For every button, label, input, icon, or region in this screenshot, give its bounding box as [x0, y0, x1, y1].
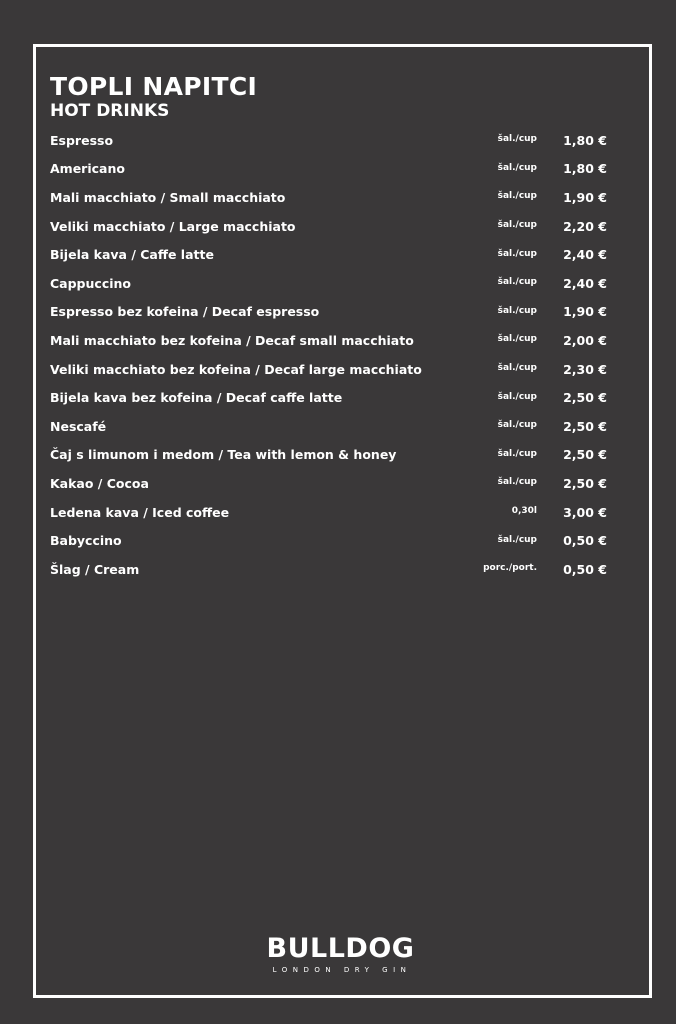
menu-item-name: Bijela kava bez kofeina / Decaf caffe latte [50, 390, 343, 406]
menu-item [50, 498, 610, 527]
menu-item-price: 1,80 € [563, 132, 607, 148]
menu-heading [50, 73, 257, 121]
menu-item [50, 383, 610, 412]
menu-item-price: 2,40 € [563, 275, 607, 291]
menu-item-name: Mali macchiato / Small macchiato [50, 189, 286, 205]
menu-item-name: Veliki macchiato / Large macchiato [50, 218, 296, 234]
menu-item-unit: šal./cup [497, 248, 537, 259]
menu-item-name: Nescafé [50, 418, 107, 434]
menu-item-unit: šal./cup [497, 391, 537, 402]
menu-item-price: 2,50 € [563, 418, 607, 434]
menu-item [50, 240, 610, 269]
menu-item-unit: šal./cup [497, 220, 537, 231]
menu-item-price: 1,80 € [563, 161, 607, 177]
menu-item-unit: šal./cup [497, 534, 537, 545]
menu-item-price: 2,50 € [563, 447, 607, 463]
menu-item-price: 3,00 € [563, 504, 607, 520]
bulldog-logo [0, 934, 676, 976]
menu-item-name: Bijela kava / Caffe latte [50, 247, 214, 263]
menu-item-name: Espresso bez kofeina / Decaf espresso [50, 304, 320, 320]
menu-item-unit: 0,30l [511, 506, 537, 517]
menu-item-price: 2,20 € [563, 218, 607, 234]
menu-item-name: Čaj s limunom i medom / Tea with lemon & honey [50, 447, 397, 463]
menu-item-price: 2,00 € [563, 332, 607, 348]
menu-item-unit: porc./port. [483, 563, 537, 574]
menu-item-unit: šal./cup [497, 448, 537, 459]
menu-item [50, 555, 610, 584]
menu-title: TOPLI NAPITCI [50, 72, 258, 101]
menu-item [50, 212, 610, 241]
menu-item [50, 326, 610, 355]
logo-brand: BULLDOG [266, 933, 415, 964]
menu-item [50, 183, 610, 212]
menu-item-price: 0,50 € [563, 533, 607, 549]
menu-item-unit: šal./cup [497, 305, 537, 316]
menu-item [50, 126, 610, 155]
menu-item-unit: šal./cup [497, 363, 537, 374]
menu-item [50, 298, 610, 327]
menu-item-unit: šal./cup [497, 277, 537, 288]
menu-item-price: 1,90 € [563, 304, 607, 320]
menu-item-name: Mali macchiato bez kofeina / Decaf small macchiato [50, 332, 414, 348]
menu-item-unit: šal./cup [497, 334, 537, 345]
menu-item [50, 355, 610, 384]
menu-item-unit: šal./cup [497, 477, 537, 488]
menu-item-unit: šal./cup [497, 134, 537, 145]
menu-item-name: Americano [50, 161, 125, 177]
menu-item-name: Šlag / Cream [50, 561, 140, 577]
menu-item-unit: šal./cup [497, 420, 537, 431]
menu-item [50, 526, 610, 555]
menu-item [50, 469, 610, 498]
menu-item-price: 2,50 € [563, 390, 607, 406]
menu-item-price: 1,90 € [563, 189, 607, 205]
menu-item-price: 0,50 € [563, 561, 607, 577]
menu-item [50, 441, 610, 470]
menu-item-price: 2,40 € [563, 247, 607, 263]
menu-item-price: 2,50 € [563, 475, 607, 491]
menu-item-name: Kakao / Cocoa [50, 475, 149, 491]
menu-item-unit: šal./cup [497, 191, 537, 202]
menu-subtitle: HOT DRINKS [50, 101, 170, 121]
menu-item [50, 269, 610, 298]
menu-item-name: Cappuccino [50, 275, 131, 291]
menu-item-name: Ledena kava / Iced coffee [50, 504, 230, 520]
menu-item-name: Espresso [50, 132, 114, 148]
menu-item [50, 412, 610, 441]
menu-item [50, 155, 610, 184]
menu-item-price: 2,30 € [563, 361, 607, 377]
menu-item-unit: šal./cup [497, 162, 537, 173]
menu-item-name: Veliki macchiato bez kofeina / Decaf large macchiato [50, 361, 422, 377]
menu-item-name: Babyccino [50, 533, 122, 549]
logo-tagline: LONDON DRY GIN [272, 966, 412, 974]
drinks-list [50, 126, 610, 584]
